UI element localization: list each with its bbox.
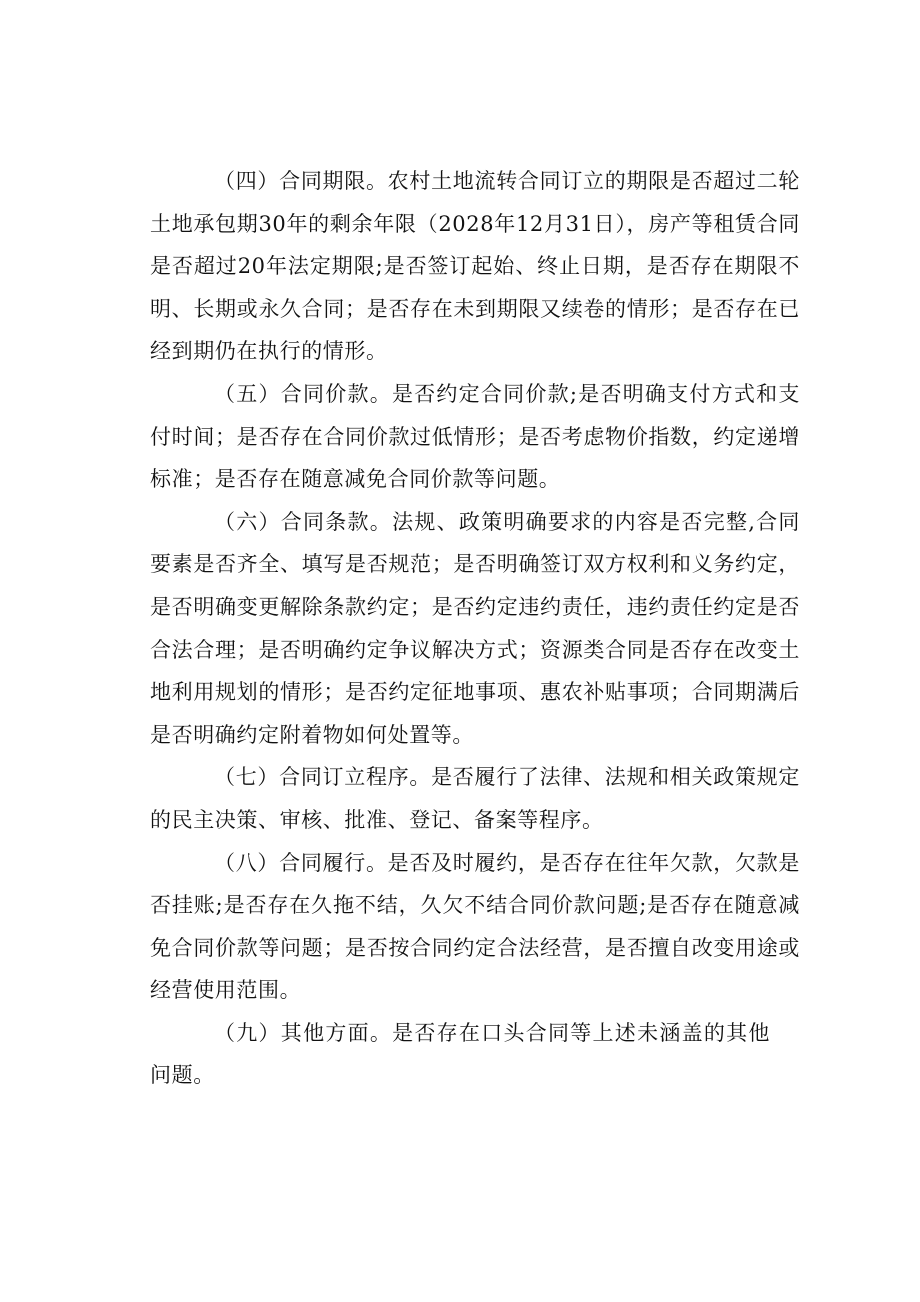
paragraph-contract-clauses: （六）合同条款。法规、政策明确要求的内容是否完整,合同要素是否齐全、填写是否规范；是否明确签订双方权利和义务约定，是否明确变更解除条款约定；是否约定违约责任，违约责任约定是否合法合理；是否明确约定争议解决方式；资源类合同是否存在改变土地利用规划的情形；是否约定征地事项、惠农补贴事项；合同期满后是否明确约定附着物如何处置等。 — [150, 509, 800, 747]
document-page — [150, 160, 800, 1097]
paragraph-other-aspects: （九）其他方面。是否存在口头合同等上述未涵盖的其他问题。 — [150, 1020, 770, 1088]
paragraph-contract-term: （四）合同期限。农村土地流转合同订立的期限是否超过二轮土地承包期30年的剩余年限（2028年12月31日），房产等租赁合同是否超过20年法定期限;是否签订起始、终止日期，是否存在期限不明、长期或永久合同；是否存在未到期限又续卷的情形；是否存在已经到期仍在执行的情形。 — [150, 169, 800, 364]
paragraph-contract-procedure: （七）合同订立程序。是否履行了法律、法规和相关政策规定的民主决策、审核、批准、登记、备案等程序。 — [150, 765, 800, 832]
paragraph-contract-price: （五）合同价款。是否约定合同价款;是否明确支付方式和支付时间；是否存在合同价款过低情形；是否考虑物价指数，约定递增标准；是否存在随意减免合同价款等问题。 — [150, 381, 800, 492]
paragraph-contract-performance: （八）合同履行。是否及时履约，是否存在往年欠款，欠款是否挂账;是否存在久拖不结，久欠不结合同价款问题;是否存在随意减免合同价款等问题；是否按合同约定合法经营，是否擅自改变用途或经营使用范围。 — [150, 850, 800, 1003]
